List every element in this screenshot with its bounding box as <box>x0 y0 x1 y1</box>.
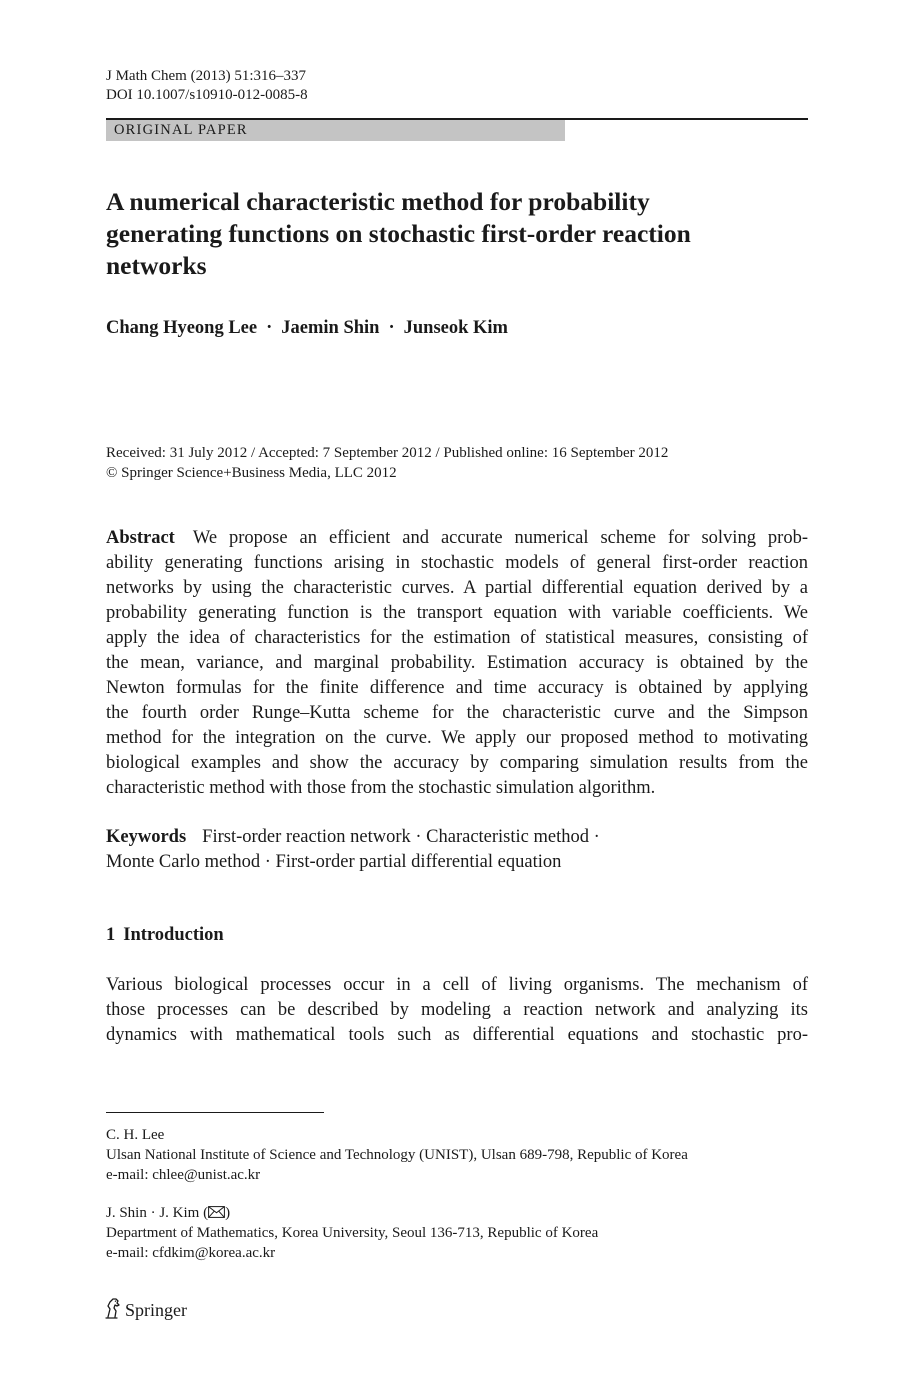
footnote-author-text: ) <box>225 1205 231 1221</box>
footnote-author-name: C. H. Lee <box>106 1127 165 1143</box>
abstract-heading: Abstract <box>106 528 175 548</box>
author-separator: · <box>266 318 273 338</box>
publisher-name: Springer <box>125 1299 187 1320</box>
abstract-line: the mean, variance, and marginal probability. Estimation accuracy is obtained by the <box>106 653 808 673</box>
section-title: Introduction <box>123 925 224 945</box>
title-line: generating functions on stochastic first-order reaction <box>106 219 691 248</box>
abstract-block <box>106 526 808 801</box>
abstract-line: ability generating functions arising in stochastic models of general first-order reaction <box>106 553 808 573</box>
intro-line: dynamics with mathematical tools such as differential equations and stochastic pro- <box>106 1025 808 1045</box>
journal-reference: J Math Chem (2013) 51:316–337 <box>106 68 306 84</box>
author-name: Jaemin Shin <box>281 318 380 338</box>
footnote-email: e-mail: chlee@unist.ac.kr <box>106 1167 261 1183</box>
article-type-label: ORIGINAL PAPER <box>114 122 248 138</box>
publication-dates: Received: 31 July 2012 / Accepted: 7 September 2012 / Published online: 16 September 2012 <box>106 445 669 461</box>
abstract-line: biological examples and show the accuracy by comparing simulation results from the <box>106 753 808 773</box>
section-heading <box>106 923 224 948</box>
copyright-notice: © Springer Science+Business Media, LLC 2012 <box>106 465 397 481</box>
abstract-line: apply the idea of characteristics for the estimation of statistical measures, consisting of <box>106 628 808 648</box>
footnote-author-name <box>106 1203 230 1224</box>
footnote-email: e-mail: cfdkim@korea.ac.kr <box>106 1245 276 1261</box>
abstract-line: probability generating function is the transport equation with variable coefficients. We <box>106 603 808 623</box>
introduction-paragraph <box>106 973 808 1048</box>
section-number: 1 <box>106 925 116 945</box>
intro-line: those processes can be described by modeling a reaction network and analyzing its <box>106 1000 808 1020</box>
envelope-icon <box>208 1204 225 1224</box>
keywords-line <box>106 825 808 850</box>
springer-horse-icon <box>104 1297 122 1324</box>
author-name: Chang Hyeong Lee <box>106 318 258 338</box>
publisher-footer <box>104 1298 187 1322</box>
paper-title <box>106 186 806 282</box>
abstract-line <box>106 526 808 551</box>
footnote-author-text: J. Shin · J. Kim ( <box>106 1205 209 1221</box>
keywords-text: First-order reaction network · Characteristic method · <box>202 827 600 847</box>
footnote-rule <box>106 1112 324 1113</box>
title-line: networks <box>106 251 207 280</box>
abstract-line: Newton formulas for the finite difference and time accuracy is obtained by applying <box>106 678 808 698</box>
author-name: Junseok Kim <box>403 318 508 338</box>
keywords-heading: Keywords <box>106 827 187 847</box>
intro-line: Various biological processes occur in a cell of living organisms. The mechanism of <box>106 975 808 995</box>
abstract-line: characteristic method with those from the stochastic simulation algorithm. <box>106 778 656 798</box>
author-list <box>106 316 508 340</box>
doi-line: DOI 10.1007/s10910-012-0085-8 <box>106 87 308 103</box>
abstract-text: We propose an efficient and accurate numerical scheme for solving prob- <box>192 528 808 548</box>
title-line: A numerical characteristic method for probability <box>106 187 650 216</box>
abstract-line: networks by using the characteristic curves. A partial differential equation derived by a <box>106 578 808 598</box>
abstract-line: the fourth order Runge–Kutta scheme for the characteristic curve and the Simpson <box>106 703 808 723</box>
keywords-line: Monte Carlo method · First-order partial differential equation <box>106 852 562 872</box>
abstract-line: method for the integration on the curve. We apply our proposed method to motivating <box>106 728 808 748</box>
keywords-block <box>106 825 808 875</box>
footnote-affiliation: Department of Mathematics, Korea University, Seoul 136-713, Republic of Korea <box>106 1225 599 1241</box>
footnote-affiliation: Ulsan National Institute of Science and Technology (UNIST), Ulsan 689-798, Republic of Korea <box>106 1147 688 1163</box>
author-separator: · <box>388 318 395 338</box>
